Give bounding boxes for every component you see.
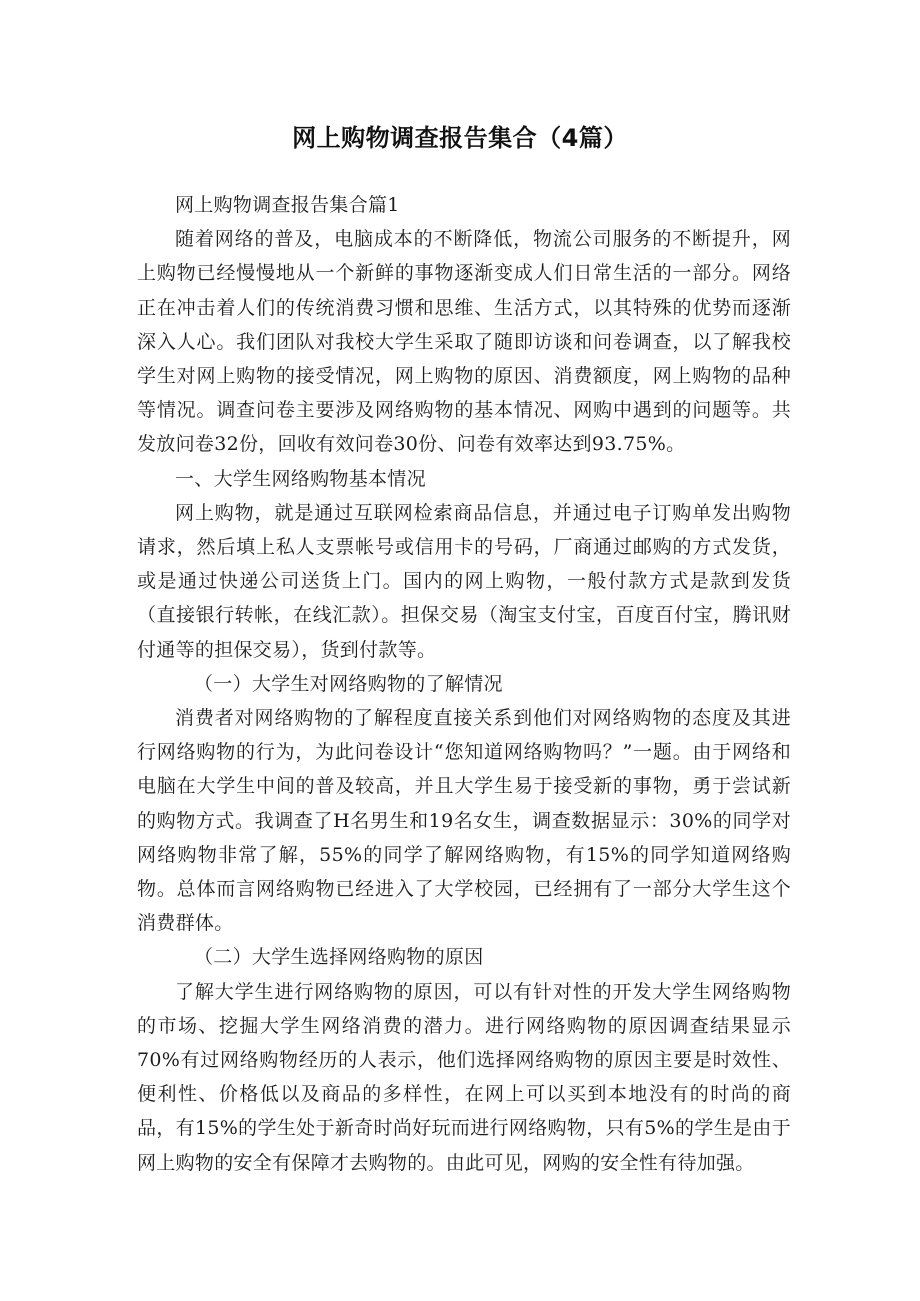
- document-body: [137, 188, 791, 1180]
- paragraph-intro: 随着网络的普及，电脑成本的不断降低，物流公司服务的不断提升，网上购物已经慢慢地从一个新鲜的事物逐渐变成人们日常生活的一部分。网络正在冲击着人们的传统消费习惯和思维、生活方式，以其特殊的优势而逐渐深入人心。我们团队对我校大学生采取了随即访谈和问卷调查，以了解我校学生对网上购物的接受情况，网上购物的原因、消费额度，网上购物的品种等情况。调查问卷主要涉及网络购物的基本情况、网购中遇到的问题等。共发放问卷32份，回收有效问卷30份、问卷有效率达到93.75%。: [137, 228, 791, 456]
- subsection-heading-understanding: （一）大学生对网络购物的了解情况: [194, 672, 503, 695]
- document-title: 网上购物调查报告集合（4篇）: [292, 124, 628, 152]
- subsection-heading-reasons: （二）大学生选择网络购物的原因: [194, 946, 484, 969]
- section-heading: 网上购物调查报告集合篇1: [175, 194, 400, 216]
- paragraph-online-shopping-definition: 网上购物，就是通过互联网检索商品信息，并通过电子订购单发出购物请求，然后填上私人支票帐号或信用卡的号码，厂商通过邮购的方式发货，或是通过快递公司送货上门。国内的网上购物，一般付款方式是款到发货（直接银行转帐，在线汇款）。担保交易（淘宝支付宝，百度百付宝，腾讯财付通等的担保交易），货到付款等。: [137, 501, 791, 661]
- section-heading-basic-situation: 一、大学生网络购物基本情况: [175, 467, 426, 490]
- paragraph-reasons: 了解大学生进行网络购物的原因，可以有针对性的开发大学生网络购物的市场、挖掘大学生网络消费的潜力。进行网络购物的原因调查结果显示70%有过网络购物经历的人表示，他们选择网络购物的原因主要是时效性、便利性、价格低以及商品的多样性，在网上可以买到本地没有的时尚的商品，有15%的学生处于新奇时尚好玩而进行网络购物，只有5%的学生是由于网上购物的安全有保障才去购物的。由此可见，网购的安全性有待加强。: [137, 980, 791, 1174]
- paragraph-understanding: 消费者对网络购物的了解程度直接关系到他们对网络购物的态度及其进行网络购物的行为，为此问卷设计“您知道网络购物吗？”一题。由于网络和电脑在大学生中间的普及较高，并且大学生易于接受新的事物，勇于尝试新的购物方式。我调查了H名男生和19名女生，调查数据显示：30%的同学对网络购物非常了解，55%的同学了解网络购物，有15%的同学知道网络购物。总体而言网络购物已经进入了大学校园，已经拥有了一部分大学生这个消费群体。: [137, 707, 791, 935]
